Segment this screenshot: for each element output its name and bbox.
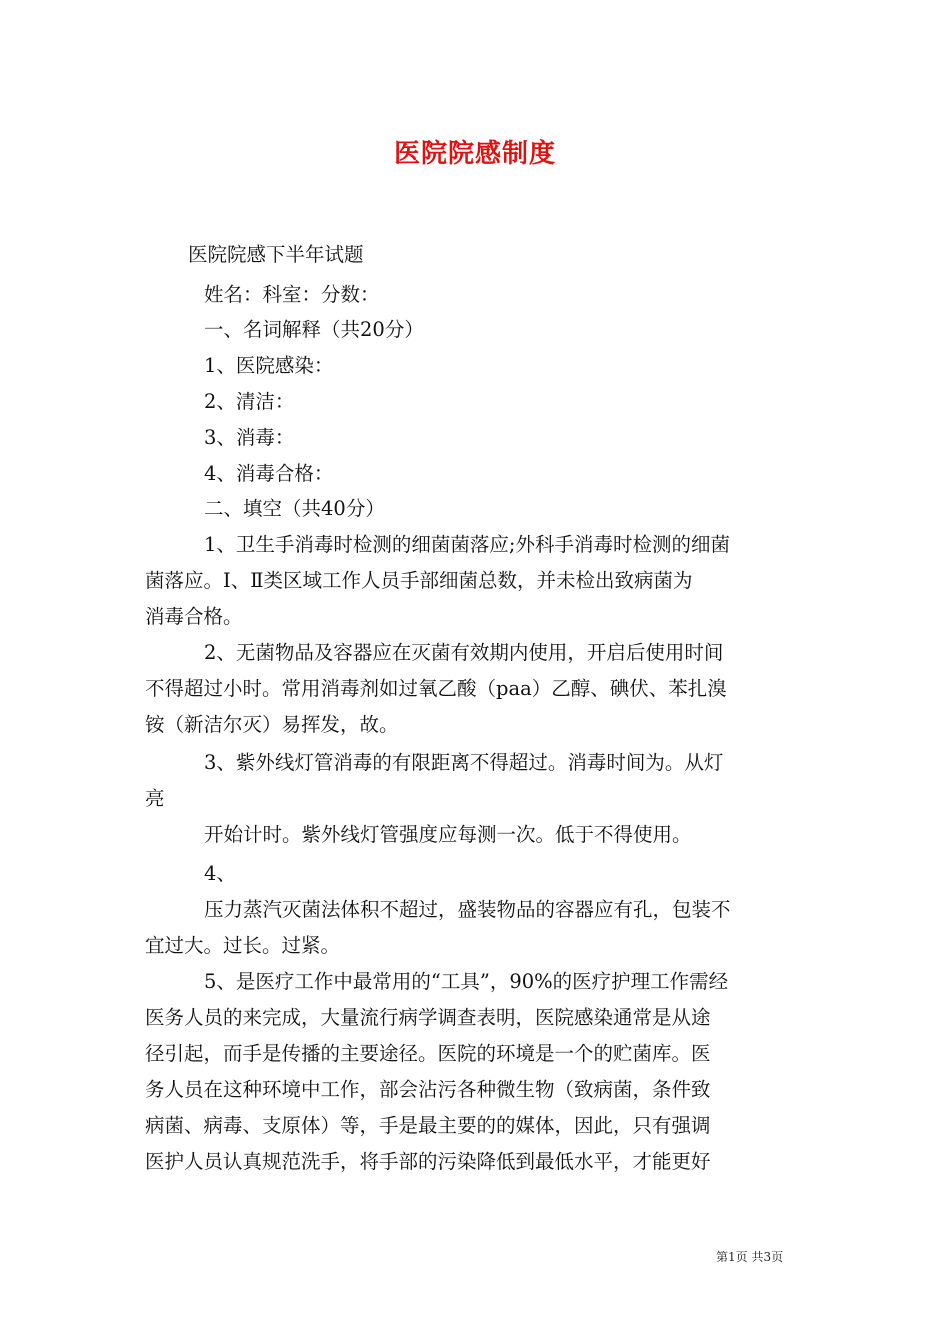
text-line: 开始计时。紫外线灯管强度应每测一次。低于不得使用。: [204, 823, 692, 846]
text-line: 3、紫外线灯管消毒的有限距离不得超过。消毒时间为。从灯: [204, 751, 724, 774]
text-line: 医务人员的来完成，大量流行病学调查表明，医院感染通常是从途: [145, 1006, 711, 1029]
text-line: 务人员在这种环境中工作，部会沾污各种微生物（致病菌，条件致: [145, 1078, 711, 1101]
text-line: 病菌、病毒、支原体）等，手是最主要的的媒体，因此，只有强调: [145, 1114, 711, 1137]
text-line: 4、消毒合格：: [204, 462, 334, 485]
text-line: 2、清洁：: [204, 390, 295, 413]
text-line: 一、名词解释（共20分）: [204, 318, 424, 341]
text-line: 医院院感下半年试题: [188, 243, 364, 266]
page-footer: 第1页 共3页: [716, 1250, 784, 1264]
text-line: 压力蒸汽灭菌法体积不超过，盛装物品的容器应有孔，包装不: [204, 898, 731, 921]
text-line: 径引起，而手是传播的主要途径。医院的环境是一个的贮菌库。医: [145, 1042, 711, 1065]
text-line: 消毒合格。: [145, 605, 243, 628]
text-line: 1、卫生手消毒时检测的细菌菌落应;外科手消毒时检测的细菌: [204, 533, 730, 556]
text-line: 宜过大。过长。过紧。: [145, 934, 341, 957]
text-line: 医护人员认真规范洗手，将手部的污染降低到最低水平，才能更好: [145, 1150, 711, 1173]
text-line: 2、无菌物品及容器应在灭菌有效期内使用，开启后使用时间: [204, 641, 724, 664]
text-line: 铵（新洁尔灭）易挥发，故。: [145, 713, 399, 736]
text-line: 姓名：科室：分数：: [204, 283, 380, 306]
text-line: 1、医院感染：: [204, 354, 334, 377]
text-line: 3、消毒：: [204, 426, 295, 449]
text-line: 亮: [145, 787, 165, 810]
text-line: 不得超过小时。常用消毒剂如过氧乙酸（paa）乙醇、碘伏、苯扎溴: [145, 677, 727, 700]
text-line: 菌落应。Ⅰ、Ⅱ类区域工作人员手部细菌总数，并未检出致病菌为: [145, 569, 693, 592]
text-line: 二、填空（共40分）: [204, 497, 385, 520]
page-title: 医院院感制度: [393, 139, 556, 169]
text-line: 4、: [204, 862, 236, 885]
text-line: 5、是医疗工作中最常用的“工具”，90%的医疗护理工作需经: [204, 970, 729, 993]
